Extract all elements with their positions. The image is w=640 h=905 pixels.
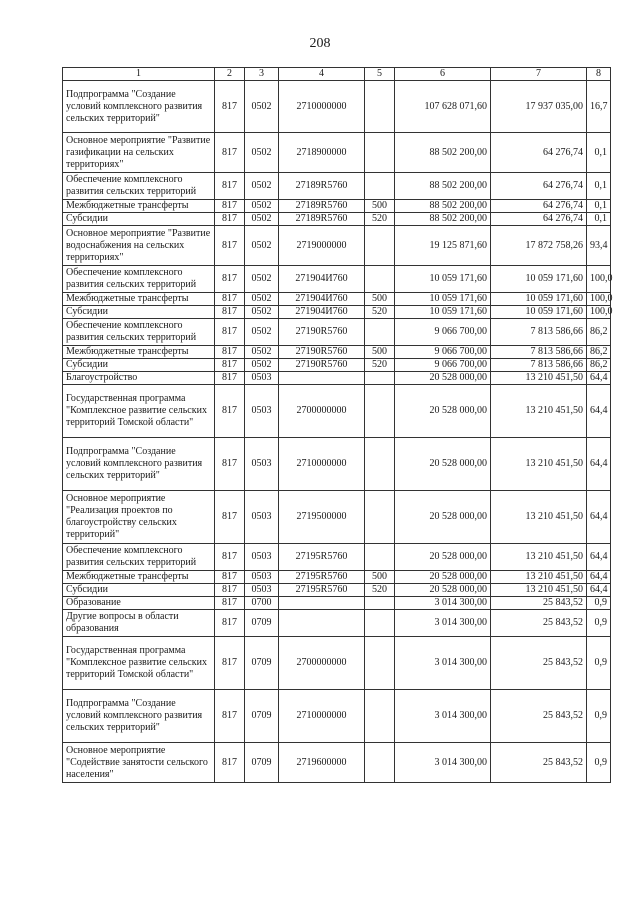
row-col2: 817 [215, 226, 245, 266]
row-name: Межбюджетные трансферты [63, 200, 215, 213]
row-col7: 25 843,52 [491, 610, 587, 637]
row-col5 [365, 81, 395, 133]
table-row [63, 293, 611, 306]
row-name: Государственная программа "Комплексное развитие сельских территорий Томской области" [63, 637, 215, 690]
row-col6: 3 014 300,00 [395, 743, 491, 783]
row-name: Межбюджетные трансферты [63, 571, 215, 584]
row-name: Подпрограмма "Создание условий комплексного развития сельских территорий" [63, 81, 215, 133]
row-col8: 0,1 [587, 200, 611, 213]
row-name: Подпрограмма "Создание условий комплексного развития сельских территорий" [63, 690, 215, 743]
row-col4: 27195R5760 [279, 571, 365, 584]
row-col4 [279, 372, 365, 385]
row-col4: 2710000000 [279, 438, 365, 491]
table-row [63, 584, 611, 597]
row-col8: 16,7 [587, 81, 611, 133]
row-col7: 13 210 451,50 [491, 584, 587, 597]
table-row [63, 200, 611, 213]
row-col6: 20 528 000,00 [395, 584, 491, 597]
row-col4: 2719600000 [279, 743, 365, 783]
row-col3: 0709 [245, 637, 279, 690]
row-col4: 271904И760 [279, 266, 365, 293]
row-col5 [365, 690, 395, 743]
row-col7: 13 210 451,50 [491, 571, 587, 584]
column-header-6: 6 [395, 68, 491, 81]
table-header-row [63, 68, 611, 81]
row-col4: 27190R5760 [279, 319, 365, 346]
row-col2: 817 [215, 743, 245, 783]
column-header-4: 4 [279, 68, 365, 81]
row-col3: 0502 [245, 319, 279, 346]
row-name: Обеспечение комплексного развития сельских территорий [63, 544, 215, 571]
row-col7: 25 843,52 [491, 597, 587, 610]
row-col4: 2710000000 [279, 81, 365, 133]
table-row [63, 306, 611, 319]
row-col2: 817 [215, 133, 245, 173]
budget-table [62, 67, 611, 783]
table-row [63, 319, 611, 346]
table-row [63, 438, 611, 491]
row-col7: 17 872 758,26 [491, 226, 587, 266]
row-col6: 20 528 000,00 [395, 491, 491, 544]
row-col3: 0709 [245, 610, 279, 637]
row-name: Основное мероприятие "Реализация проектов по благоустройству сельских территорий" [63, 491, 215, 544]
row-col5: 520 [365, 306, 395, 319]
row-name: Государственная программа "Комплексное развитие сельских территорий Томской области" [63, 385, 215, 438]
row-col3: 0502 [245, 359, 279, 372]
table-row [63, 81, 611, 133]
row-col7: 17 937 035,00 [491, 81, 587, 133]
row-col3: 0503 [245, 491, 279, 544]
row-col2: 817 [215, 438, 245, 491]
row-col2: 817 [215, 372, 245, 385]
row-col2: 817 [215, 584, 245, 597]
row-col3: 0502 [245, 346, 279, 359]
row-col3: 0503 [245, 438, 279, 491]
row-col3: 0502 [245, 266, 279, 293]
row-col8: 100,0 [587, 293, 611, 306]
row-col5 [365, 597, 395, 610]
row-name: Основное мероприятие "Развитие газификации на сельских территориях" [63, 133, 215, 173]
column-header-5: 5 [365, 68, 395, 81]
row-col4: 27189R5760 [279, 213, 365, 226]
row-col7: 7 813 586,66 [491, 346, 587, 359]
table-row [63, 346, 611, 359]
row-col5 [365, 385, 395, 438]
row-col3: 0502 [245, 213, 279, 226]
row-col6: 88 502 200,00 [395, 200, 491, 213]
row-col2: 817 [215, 306, 245, 319]
row-col4: 2719000000 [279, 226, 365, 266]
row-col7: 10 059 171,60 [491, 306, 587, 319]
column-header-8: 8 [587, 68, 611, 81]
row-col8: 0,9 [587, 597, 611, 610]
row-name: Обеспечение комплексного развития сельских территорий [63, 173, 215, 200]
row-col8: 0,9 [587, 637, 611, 690]
row-col7: 13 210 451,50 [491, 372, 587, 385]
row-col2: 817 [215, 637, 245, 690]
row-col6: 88 502 200,00 [395, 133, 491, 173]
row-col4: 2719500000 [279, 491, 365, 544]
page-number: 208 [309, 36, 331, 51]
row-col3: 0709 [245, 743, 279, 783]
row-col3: 0700 [245, 597, 279, 610]
row-col7: 13 210 451,50 [491, 438, 587, 491]
row-name: Субсидии [63, 584, 215, 597]
row-col7: 13 210 451,50 [491, 385, 587, 438]
row-col5: 500 [365, 293, 395, 306]
row-col8: 0,9 [587, 690, 611, 743]
row-col4: 2718900000 [279, 133, 365, 173]
column-header-1: 1 [63, 68, 215, 81]
table-row [63, 544, 611, 571]
row-col2: 817 [215, 491, 245, 544]
row-col4: 2710000000 [279, 690, 365, 743]
row-col4: 27189R5760 [279, 200, 365, 213]
table-row [63, 743, 611, 783]
row-col4: 27190R5760 [279, 359, 365, 372]
row-col8: 86,2 [587, 359, 611, 372]
row-name: Другие вопросы в области образования [63, 610, 215, 637]
table-row [63, 173, 611, 200]
row-col8: 64,4 [587, 385, 611, 438]
row-col8: 0,1 [587, 213, 611, 226]
row-name: Образование [63, 597, 215, 610]
table-row [63, 133, 611, 173]
row-col2: 817 [215, 571, 245, 584]
table-row [63, 637, 611, 690]
column-header-3: 3 [245, 68, 279, 81]
row-col7: 64 276,74 [491, 133, 587, 173]
row-col2: 817 [215, 266, 245, 293]
row-col3: 0503 [245, 571, 279, 584]
row-col5 [365, 173, 395, 200]
row-col7: 10 059 171,60 [491, 293, 587, 306]
row-name: Межбюджетные трансферты [63, 346, 215, 359]
row-col6: 20 528 000,00 [395, 438, 491, 491]
row-name: Субсидии [63, 306, 215, 319]
row-col8: 86,2 [587, 319, 611, 346]
table-row [63, 597, 611, 610]
row-col4: 27190R5760 [279, 346, 365, 359]
row-col6: 9 066 700,00 [395, 319, 491, 346]
row-col2: 817 [215, 200, 245, 213]
row-col8: 0,9 [587, 743, 611, 783]
row-name: Основное мероприятие "Развитие водоснабжения на сельских территориях" [63, 226, 215, 266]
row-col4 [279, 597, 365, 610]
row-col8: 64,4 [587, 571, 611, 584]
row-col6: 3 014 300,00 [395, 637, 491, 690]
row-col7: 25 843,52 [491, 637, 587, 690]
row-col5 [365, 372, 395, 385]
row-col4 [279, 610, 365, 637]
column-header-2: 2 [215, 68, 245, 81]
row-col8: 64,4 [587, 491, 611, 544]
row-col6: 20 528 000,00 [395, 385, 491, 438]
row-col5 [365, 637, 395, 690]
row-name: Субсидии [63, 359, 215, 372]
row-name: Подпрограмма "Создание условий комплексного развития сельских территорий" [63, 438, 215, 491]
table-row [63, 213, 611, 226]
row-col3: 0502 [245, 133, 279, 173]
row-name: Обеспечение комплексного развития сельских территорий [63, 266, 215, 293]
row-col5 [365, 226, 395, 266]
table-row [63, 266, 611, 293]
row-col6: 10 059 171,60 [395, 266, 491, 293]
table-row [63, 690, 611, 743]
row-col2: 817 [215, 81, 245, 133]
table-row [63, 491, 611, 544]
row-col2: 817 [215, 597, 245, 610]
row-col2: 817 [215, 385, 245, 438]
row-col5: 520 [365, 359, 395, 372]
row-col5 [365, 266, 395, 293]
row-col8: 0,1 [587, 133, 611, 173]
row-col6: 3 014 300,00 [395, 690, 491, 743]
row-col5 [365, 133, 395, 173]
table-row [63, 372, 611, 385]
row-col2: 817 [215, 173, 245, 200]
table-row [63, 359, 611, 372]
row-col5: 520 [365, 584, 395, 597]
table-body [63, 81, 611, 783]
row-col5 [365, 438, 395, 491]
row-col3: 0502 [245, 200, 279, 213]
row-col4: 271904И760 [279, 293, 365, 306]
row-col7: 7 813 586,66 [491, 359, 587, 372]
row-col8: 64,4 [587, 544, 611, 571]
row-col6: 20 528 000,00 [395, 571, 491, 584]
row-col5 [365, 610, 395, 637]
row-col3: 0502 [245, 173, 279, 200]
row-col7: 64 276,74 [491, 173, 587, 200]
row-col7: 25 843,52 [491, 743, 587, 783]
row-col6: 20 528 000,00 [395, 372, 491, 385]
row-col6: 3 014 300,00 [395, 597, 491, 610]
row-col7: 13 210 451,50 [491, 491, 587, 544]
table-row [63, 226, 611, 266]
row-col8: 100,0 [587, 266, 611, 293]
row-col5 [365, 544, 395, 571]
row-col3: 0502 [245, 81, 279, 133]
row-col2: 817 [215, 359, 245, 372]
row-col5 [365, 319, 395, 346]
row-col4: 27195R5760 [279, 544, 365, 571]
row-col3: 0502 [245, 306, 279, 319]
row-col8: 86,2 [587, 346, 611, 359]
row-col3: 0709 [245, 690, 279, 743]
row-col5: 500 [365, 571, 395, 584]
row-col3: 0503 [245, 584, 279, 597]
row-col5: 500 [365, 200, 395, 213]
row-col2: 817 [215, 544, 245, 571]
row-col7: 13 210 451,50 [491, 544, 587, 571]
row-col3: 0502 [245, 226, 279, 266]
row-col7: 7 813 586,66 [491, 319, 587, 346]
row-col6: 9 066 700,00 [395, 346, 491, 359]
row-col8: 0,1 [587, 173, 611, 200]
row-col4: 27189R5760 [279, 173, 365, 200]
row-col2: 817 [215, 293, 245, 306]
row-col8: 0,9 [587, 610, 611, 637]
row-name: Обеспечение комплексного развития сельских территорий [63, 319, 215, 346]
row-col5 [365, 491, 395, 544]
row-col6: 107 628 071,60 [395, 81, 491, 133]
row-col2: 817 [215, 213, 245, 226]
table-row [63, 571, 611, 584]
table-row [63, 385, 611, 438]
row-col4: 2700000000 [279, 637, 365, 690]
row-col2: 817 [215, 346, 245, 359]
row-col5: 500 [365, 346, 395, 359]
row-col6: 3 014 300,00 [395, 610, 491, 637]
row-name: Основное мероприятие "Содействие занятости сельского населения" [63, 743, 215, 783]
row-col7: 25 843,52 [491, 690, 587, 743]
row-col4: 271904И760 [279, 306, 365, 319]
row-col6: 88 502 200,00 [395, 213, 491, 226]
row-col8: 93,4 [587, 226, 611, 266]
row-col3: 0503 [245, 372, 279, 385]
row-col8: 64,4 [587, 438, 611, 491]
row-col4: 27195R5760 [279, 584, 365, 597]
row-col2: 817 [215, 319, 245, 346]
row-col4: 2700000000 [279, 385, 365, 438]
row-name: Благоустройство [63, 372, 215, 385]
row-col6: 19 125 871,60 [395, 226, 491, 266]
row-name: Субсидии [63, 213, 215, 226]
row-col8: 100,0 [587, 306, 611, 319]
row-col3: 0503 [245, 385, 279, 438]
row-col3: 0503 [245, 544, 279, 571]
row-col6: 9 066 700,00 [395, 359, 491, 372]
row-col6: 88 502 200,00 [395, 173, 491, 200]
row-col3: 0502 [245, 293, 279, 306]
row-col2: 817 [215, 690, 245, 743]
table-row [63, 610, 611, 637]
row-col5: 520 [365, 213, 395, 226]
row-col2: 817 [215, 610, 245, 637]
row-col8: 64,4 [587, 584, 611, 597]
row-col6: 20 528 000,00 [395, 544, 491, 571]
row-col7: 10 059 171,60 [491, 266, 587, 293]
row-name: Межбюджетные трансферты [63, 293, 215, 306]
row-col8: 64,4 [587, 372, 611, 385]
row-col6: 10 059 171,60 [395, 306, 491, 319]
column-header-7: 7 [491, 68, 587, 81]
row-col6: 10 059 171,60 [395, 293, 491, 306]
row-col7: 64 276,74 [491, 213, 587, 226]
row-col5 [365, 743, 395, 783]
row-col7: 64 276,74 [491, 200, 587, 213]
